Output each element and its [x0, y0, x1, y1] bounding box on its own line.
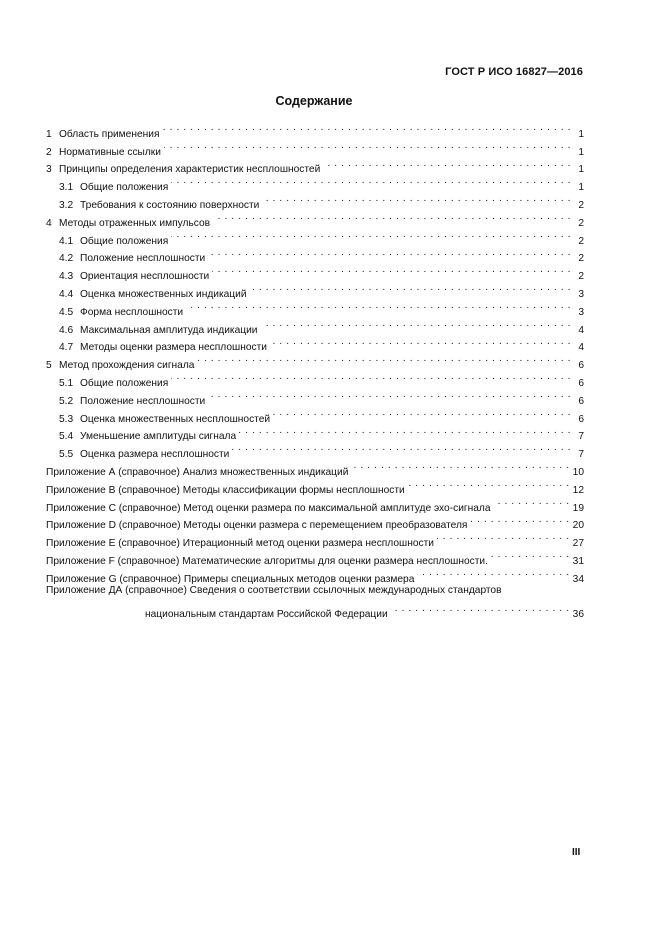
toc-entry-text: Положение несплошности	[80, 253, 206, 265]
toc-entry-text: Приложение Е (справочное) Итерационный метод оценки размера несплошности	[46, 538, 434, 550]
dot-leader	[239, 422, 571, 440]
toc-entry-text: Нормативные ссылки	[59, 146, 161, 158]
toc-entry-page: 2	[578, 199, 584, 211]
toc-entry-page: 36	[572, 609, 584, 621]
toc-entry-text: Область применения	[59, 128, 160, 140]
toc-entry[interactable]	[46, 119, 584, 140]
toc-entry-number: 3	[46, 164, 52, 176]
dot-leader	[491, 546, 570, 564]
dot-leader	[208, 244, 571, 262]
dot-leader	[391, 600, 570, 618]
dot-leader	[171, 368, 571, 386]
dot-leader	[171, 226, 571, 244]
toc-entry-page: 2	[578, 253, 584, 265]
toc-entry-page: 6	[578, 413, 584, 425]
dot-leader	[171, 172, 571, 190]
toc-entry-text: Оценка множественных индикаций	[80, 288, 247, 300]
toc-entry-text: Приложение G (справочное) Примеры специальных методов оценки размера	[46, 573, 415, 585]
toc-entry-text: Приложение С (справочное) Метод оценки размера по максимальной амплитуде эхо-сигнала	[46, 502, 491, 514]
dot-leader	[494, 493, 570, 511]
toc-entry-number: 5.5	[59, 449, 74, 461]
toc-entry-page: 4	[578, 342, 584, 354]
toc-entry-number: 4.7	[59, 342, 74, 354]
toc-entry-page: 7	[578, 431, 584, 443]
toc-entry-text: Оценка множественных несплошностей	[80, 413, 271, 425]
toc-entry-page: 34	[572, 573, 584, 585]
toc-entry-text: Положение несплошности	[80, 395, 206, 407]
dot-leader	[417, 564, 569, 582]
toc-entry-page: 27	[572, 538, 584, 550]
toc-entry-text: Методы оценки размера несплошности	[80, 342, 267, 354]
toc-entry-text: Принципы определения характеристик несплошностей	[59, 164, 321, 176]
toc-entry-page: 31	[572, 555, 584, 567]
toc-entry-text: Максимальная амплитуда индикации	[80, 324, 258, 336]
toc-entry-number: 4.6	[59, 324, 74, 336]
toc-title: Содержание	[275, 94, 353, 108]
table-of-contents	[46, 119, 584, 621]
toc-entry-text: Общие положения	[80, 182, 169, 194]
dot-leader	[186, 297, 571, 315]
toc-entry-number: 5.2	[59, 395, 74, 407]
toc-entry-number: 4	[46, 217, 52, 229]
toc-entry-text: Ориентация несплошности	[80, 271, 210, 283]
toc-entry-page: 6	[578, 395, 584, 407]
toc-entry-text: Общие положения	[80, 235, 169, 247]
toc-entry-number: 2	[46, 146, 52, 158]
toc-entry[interactable]	[46, 582, 584, 621]
toc-entry-number: 5.3	[59, 413, 74, 425]
dot-leader	[437, 528, 570, 546]
toc-entry-number: 3.1	[59, 182, 74, 194]
toc-entry-page: 2	[578, 217, 584, 229]
toc-entry-number: 3.2	[59, 199, 74, 211]
dot-leader	[470, 511, 569, 529]
toc-entry-number: 4.4	[59, 288, 74, 300]
toc-entry-page: 1	[578, 146, 584, 158]
dot-leader	[250, 279, 571, 297]
toc-entry-number: 4.3	[59, 271, 74, 283]
toc-entry-page: 2	[578, 271, 584, 283]
toc-entry-number: 4.5	[59, 306, 74, 318]
toc-entry-text: Форма несплошности	[80, 306, 184, 318]
dot-leader	[323, 155, 571, 173]
dot-leader	[232, 439, 571, 457]
dot-leader	[351, 457, 569, 475]
document-id: ГОСТ Р ИСО 16827—2016	[445, 66, 583, 78]
dot-leader	[261, 315, 572, 333]
toc-entry-number: 5	[46, 360, 52, 372]
dot-leader	[208, 386, 571, 404]
toc-entry-page: 3	[578, 288, 584, 300]
dot-leader	[212, 261, 571, 279]
dot-leader	[408, 475, 570, 493]
toc-entry-text: Уменьшение амплитуды сигнала	[80, 431, 237, 443]
toc-entry-page: 20	[572, 520, 584, 532]
dot-leader	[197, 350, 571, 368]
toc-entry-page: 4	[578, 324, 584, 336]
toc-entry-text-continued: национальным стандартам Российской Федерации	[145, 609, 388, 621]
toc-entry-text: Приложение ДА (справочное) Сведения о соответствии ссылочных международных стандартов	[46, 584, 502, 596]
toc-entry-number: 4.1	[59, 235, 74, 247]
toc-entry-page: 1	[578, 128, 584, 140]
toc-entry-text: Приложение А (справочное) Анализ множественных индикаций	[46, 466, 349, 478]
toc-entry-number: 1	[46, 128, 52, 140]
toc-entry-page: 10	[572, 466, 584, 478]
dot-leader	[273, 404, 571, 422]
toc-entry-text: Приложение F (справочное) Математические алгоритмы для оценки размера несплошности.	[46, 555, 488, 567]
toc-entry-page: 19	[572, 502, 584, 514]
toc-entry-text: Методы отраженных импульсов	[59, 217, 211, 229]
dot-leader	[162, 119, 571, 137]
dot-leader	[262, 190, 571, 208]
toc-entry-number: 5.1	[59, 377, 74, 389]
toc-entry-page: 7	[578, 449, 584, 461]
toc-entry-page: 2	[578, 235, 584, 247]
page-number: III	[572, 847, 581, 858]
toc-entry-page: 6	[578, 360, 584, 372]
toc-entry-page: 12	[572, 484, 584, 496]
toc-entry-number: 5.4	[59, 431, 74, 443]
dot-leader	[164, 137, 571, 155]
dot-leader	[213, 208, 571, 226]
toc-entry-text: Метод прохождения сигнала	[59, 360, 195, 372]
toc-entry-page: 6	[578, 377, 584, 389]
toc-entry-text: Приложение D (справочное) Методы оценки размера с перемещением преобразователя	[46, 520, 468, 532]
toc-entry-text: Требования к состоянию поверхности	[80, 199, 260, 211]
toc-entry-number: 4.2	[59, 253, 74, 265]
toc-entry-page: 3	[578, 306, 584, 318]
toc-entry-text: Приложение В (справочное) Методы классификации формы несплошности	[46, 484, 405, 496]
dot-leader	[270, 333, 571, 351]
toc-entry-page: 1	[578, 182, 584, 194]
toc-entry-text: Общие положения	[80, 377, 169, 389]
toc-entry-text: Оценка размера несплошности	[80, 449, 230, 461]
toc-entry-page: 1	[578, 164, 584, 176]
